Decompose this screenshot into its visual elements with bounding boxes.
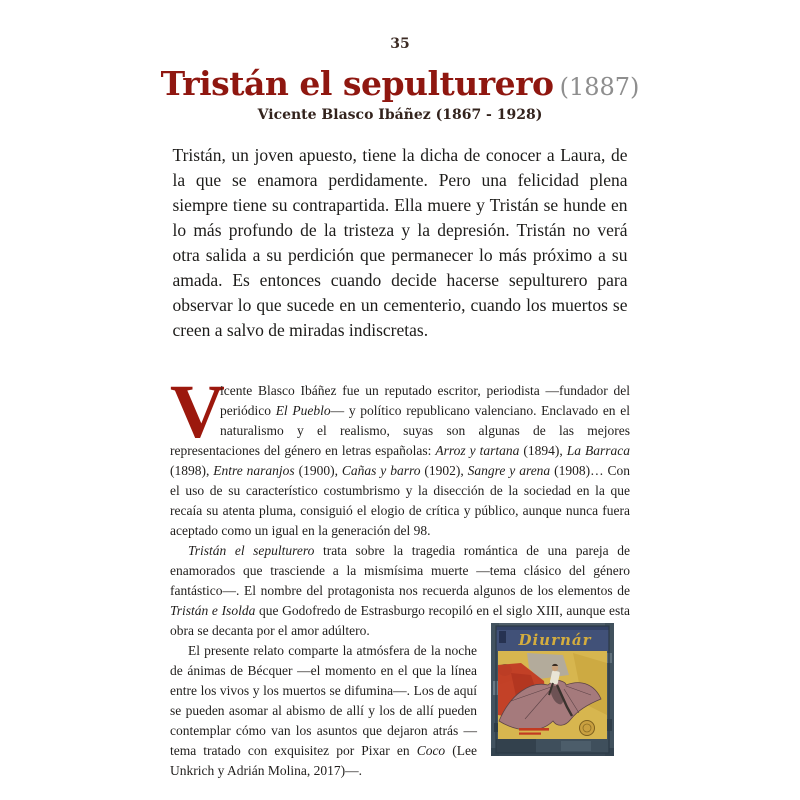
essay-paragraph-1: [170, 370, 630, 541]
page-title: Tristán el sepulturero: [160, 64, 554, 103]
essay-paragraph-1-text: icente Blasco Ibáñez fue un reputado escritor, periodista —fundador del periódico El Pueblo— y político republicano valenciano. Enclavado en el naturalismo y el realismo, suyas son algunas de las mejores representaciones del género en letras españolas: Arroz y tartana (1894), La Barraca (1898), Entre naranjos (1900), Cañas y barro (1902), Sangre y arena (1908)… Con el uso de su característico costumbrismo y la disección de la sociedad en la que recaía su atenta pluma, consiguió el elogio de crítica y público, aunque nunca fuera aceptado como un igual en la generación del 98.: [170, 383, 630, 538]
title-year: (1887): [559, 73, 640, 101]
magazine-cover-image: [491, 623, 614, 756]
essay-paragraph-3-block: [170, 631, 630, 781]
magazine-cover-illustration: [491, 623, 614, 756]
title-row: [0, 64, 800, 103]
essay-paragraph-2: Tristán el sepulturero trata sobre la tragedia romántica de una pareja de enamorados que trasciende a la mismísima muerte —tema clásico del género fantástico—. El nombre del protagonista nos recuerda algunos de los elementos de Tristán e Isolda que Godofredo de Estrasburgo recopiló en el siglo XIII, aunque esta obra se decanta por el amor adúltero.: [170, 543, 631, 638]
author-line: Vicente Blasco Ibáñez (1867 - 1928): [257, 107, 543, 123]
dropcap-letter: V: [170, 370, 225, 454]
cover-masthead-title: Diurnár: [518, 631, 592, 649]
synopsis-paragraph: Tristán, un joven apuesto, tiene la dicha de conocer a Laura, de la que se enamora perdidamente. Pero una felicidad plena siempre tiene su contrapartida. Ella muere y Tristán se hunde en lo más profundo de la tristeza y la depresión. Tristán no verá otra salida a su perdición que permanecer lo más próximo a su amada. Es entonces cuando decide hacerse sepulturero para observar lo que sucede en un cementerio, cuando los muertos se creen a salvo de miradas indiscretas.: [172, 145, 628, 340]
page-number: 35: [390, 36, 410, 52]
essay-section: [170, 370, 631, 781]
essay-paragraph-3: El presente relato comparte la atmósfera de la noche de ánimas de Bécquer —el momento en el que la línea entre los vivos y los muertos se difumina—. Los de aquí se pueden asomar al abismo de allí y los de allí pueden contemplar cómo van los asuntos que dejaron atrás —tema tratado con exquisitez por Pixar en Coco (Lee Unkrich y Adrián Molina, 2017)—.: [170, 643, 477, 778]
